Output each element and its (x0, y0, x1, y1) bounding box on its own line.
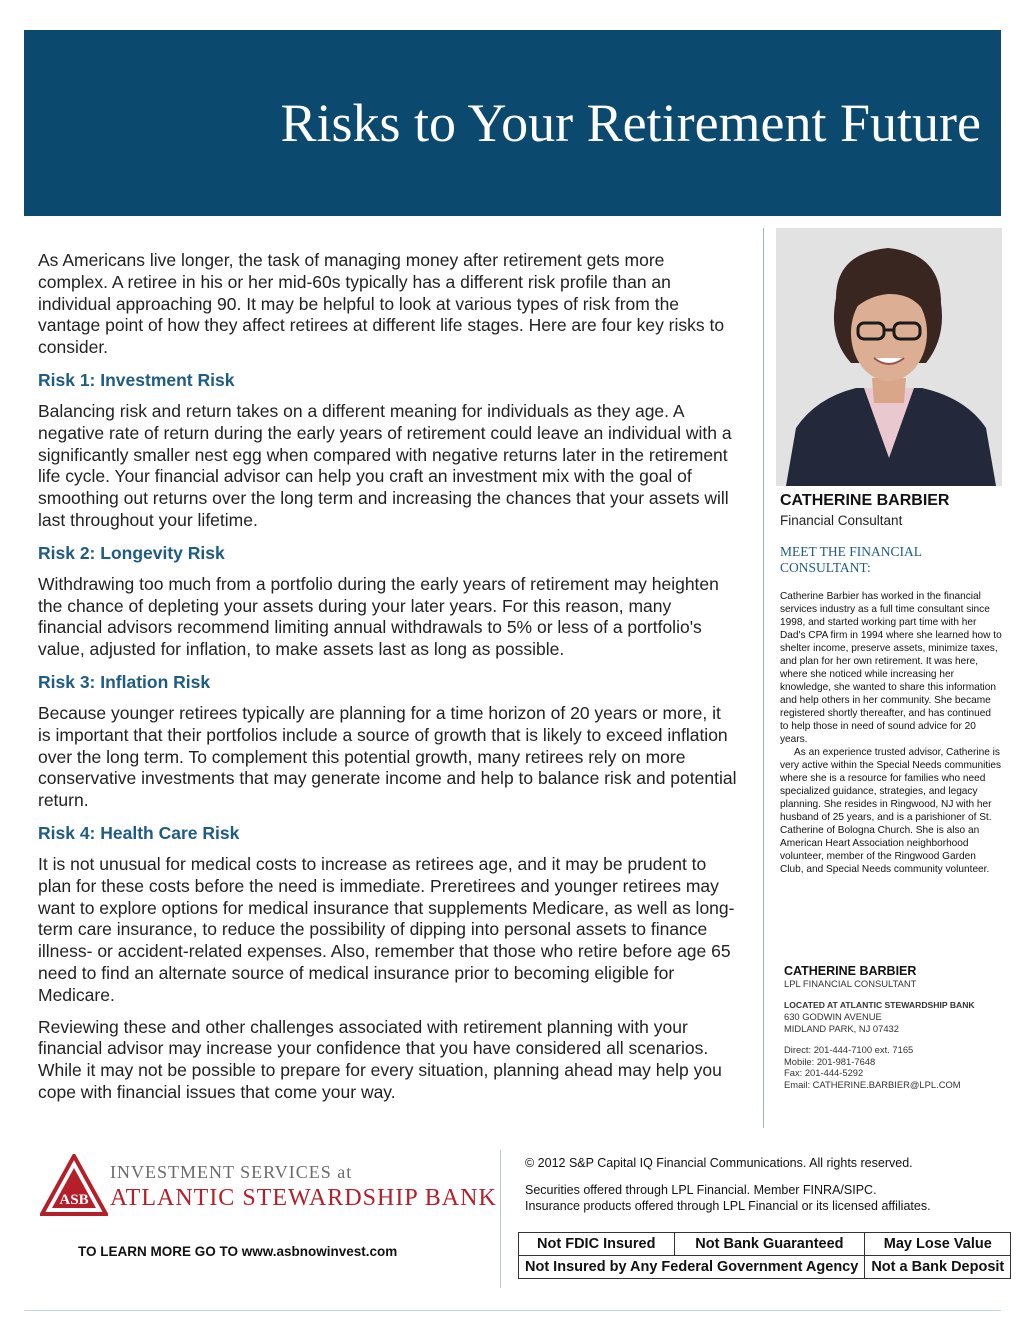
contact-address-line: MIDLAND PARK, NJ 07432 (784, 1022, 899, 1034)
disclosure-row (519, 1256, 1011, 1279)
portrait-illustration (776, 228, 1002, 486)
risk-2-body: Withdrawing too much from a portfolio during the early years of retirement may heighten the chance of depleting your assets during your later years. For this reason, many financial advisors recommend limiting annual withdrawals to 5% or less of a portfolio's value, adjusted for inflation, to make assets last as long as possible. (38, 573, 719, 660)
risk-1-body: Balancing risk and return takes on a different meaning for individuals as they age. A negative rate of return during the early years of retirement could leave an individual with a significantly smaller nest egg when compared with negative returns later in the retirement life cycle. Your financial advisor can help you craft an investment mix with the goal of smoothing out returns over the long term and increasing the chances that your assets will last throughout your lifetime. (38, 400, 732, 530)
contact-block (784, 964, 1006, 1090)
risk-4-heading: Risk 4: Health Care Risk (38, 822, 240, 843)
securities-disclosure (525, 1182, 931, 1214)
contact-name: CATHERINE BARBIER (784, 964, 917, 978)
logo-line-2: ATLANTIC STEWARDSHIP BANK (110, 1185, 497, 1211)
disclosure-cell: Not FDIC Insured (519, 1233, 675, 1256)
consultant-photo (776, 228, 1002, 486)
disclosure-cell: May Lose Value (865, 1233, 1011, 1256)
spacer (784, 1034, 1006, 1044)
learn-more-link[interactable]: TO LEARN MORE GO TO www.asbnowinvest.com (78, 1244, 398, 1259)
disclosure-cell: Not a Bank Deposit (865, 1256, 1011, 1279)
page-title: Risks to Your Retirement Future (280, 93, 981, 153)
intro-paragraph: As Americans live longer, the task of managing money after retirement gets more complex. A retiree in his or her mid-60s typically has a different risk profile than an individual approaching 90. It may be helpful to look at various types of risk from the vantage point of how they affect retirees at different life stages. Here are four key risks to consider. (38, 250, 725, 358)
closing-paragraph: Reviewing these and other challenges associated with retirement planning with your financial advisor may increase your confidence that you have considered all scenarios. While it may not be possible to prepare for every situation, planning ahead may help you cope with financial issues that come your way. (38, 1016, 722, 1102)
risk-1-heading: Risk 1: Investment Risk (38, 369, 235, 390)
risk-3-heading: Risk 3: Inflation Risk (38, 671, 211, 692)
insurance-line: Insurance products offered through LPL Financial or its licensed affiliates. (525, 1199, 931, 1213)
article-body (38, 250, 738, 1114)
bottom-rule (24, 1310, 1001, 1311)
securities-line: Securities offered through LPL Financial. Member FINRA/SIPC. (525, 1183, 877, 1197)
bank-logo (40, 1152, 497, 1220)
copyright-notice: © 2012 S&P Capital IQ Financial Communications. All rights reserved. (525, 1156, 913, 1170)
disclosure-row (519, 1233, 1011, 1256)
contact-location-title: LOCATED AT ATLANTIC STEWARDSHIP BANK (784, 999, 975, 1010)
consultant-role: Financial Consultant (780, 513, 903, 528)
footer-divider (500, 1150, 501, 1288)
contact-address-line: 630 GODWIN AVENUE (784, 1011, 882, 1022)
meet-heading: MEET THE FINANCIAL CONSULTANT: (780, 544, 922, 575)
contact-firm: LPL FINANCIAL CONSULTANT (784, 978, 917, 989)
disclosure-table (518, 1232, 1011, 1279)
title-banner (24, 30, 1001, 216)
contact-mobile-phone: Mobile: 201-981-7648 (784, 1055, 876, 1067)
logo-line-1: INVESTMENT SERVICES at (110, 1162, 353, 1182)
logo-mark-text: ASB (59, 1192, 89, 1208)
bio-paragraph: As an experience trusted advisor, Catherine is very active within the Special Needs communities where she is a resource for families who need specialized guidance, strategies, and legacy planning. She resides in Ringwood, NJ with her husband of 25 years, and is a parishioner of St. Catherine of Bologna Church. She is also an American Heart Association neighborhood volunteer, member of the Ringwood Garden Club, and Special Needs community volunteer. (780, 747, 1002, 875)
risk-4-body: It is not unusual for medical costs to increase as retirees age, and it may be prudent to plan for these costs before the need is immediate. Preretirees and younger retirees may want to explore options for medical insurance that supplements Medicare, as well as long-term care insurance, to reduce the possibility of dipping into personal assets to finance illness- or accident-related expenses. Also, remember that those who retire before age 65 need to find an alternate source of medical insurance prior to becoming eligible for Medicare. (38, 853, 735, 1005)
risk-3-body: Because younger retirees typically are planning for a time horizon of 20 years or more, it is important that their portfolios include a source of growth that is likely to exceed inflation over the long term. To complement this potential growth, many retirees rely on more conservative investments that may generate income and help to balance risk and potential return. (38, 702, 737, 811)
risk-2-heading: Risk 2: Longevity Risk (38, 542, 225, 563)
column-divider (763, 228, 764, 1128)
consultant-name: CATHERINE BARBIER (780, 492, 950, 509)
consultant-bio (780, 590, 1002, 876)
contact-email[interactable]: Email: CATHERINE.BARBIER@LPL.COM (784, 1078, 961, 1090)
disclosure-cell: Not Insured by Any Federal Government Agency (519, 1256, 865, 1279)
contact-direct-phone: Direct: 201-444-7100 ext. 7165 (784, 1044, 914, 1055)
disclosure-cell: Not Bank Guaranteed (674, 1233, 865, 1256)
contact-fax: Fax: 201-444-5292 (784, 1067, 864, 1078)
asb-triangle-logo-icon (40, 1154, 108, 1216)
bio-paragraph: Catherine Barbier has worked in the financial services industry as a full time consultant since 1998, and started working part time with her Dad's CPA firm in 1994 where she learned how to shelter income, preserve assets, minimize taxes, and plan for her own retirement. It was here, where she noticed while increasing her knowledge, she wanted to share this information and help others in her community. She became registered shortly thereafter, and has continued to help those in need of sound advice for 20 years. (780, 591, 1002, 745)
